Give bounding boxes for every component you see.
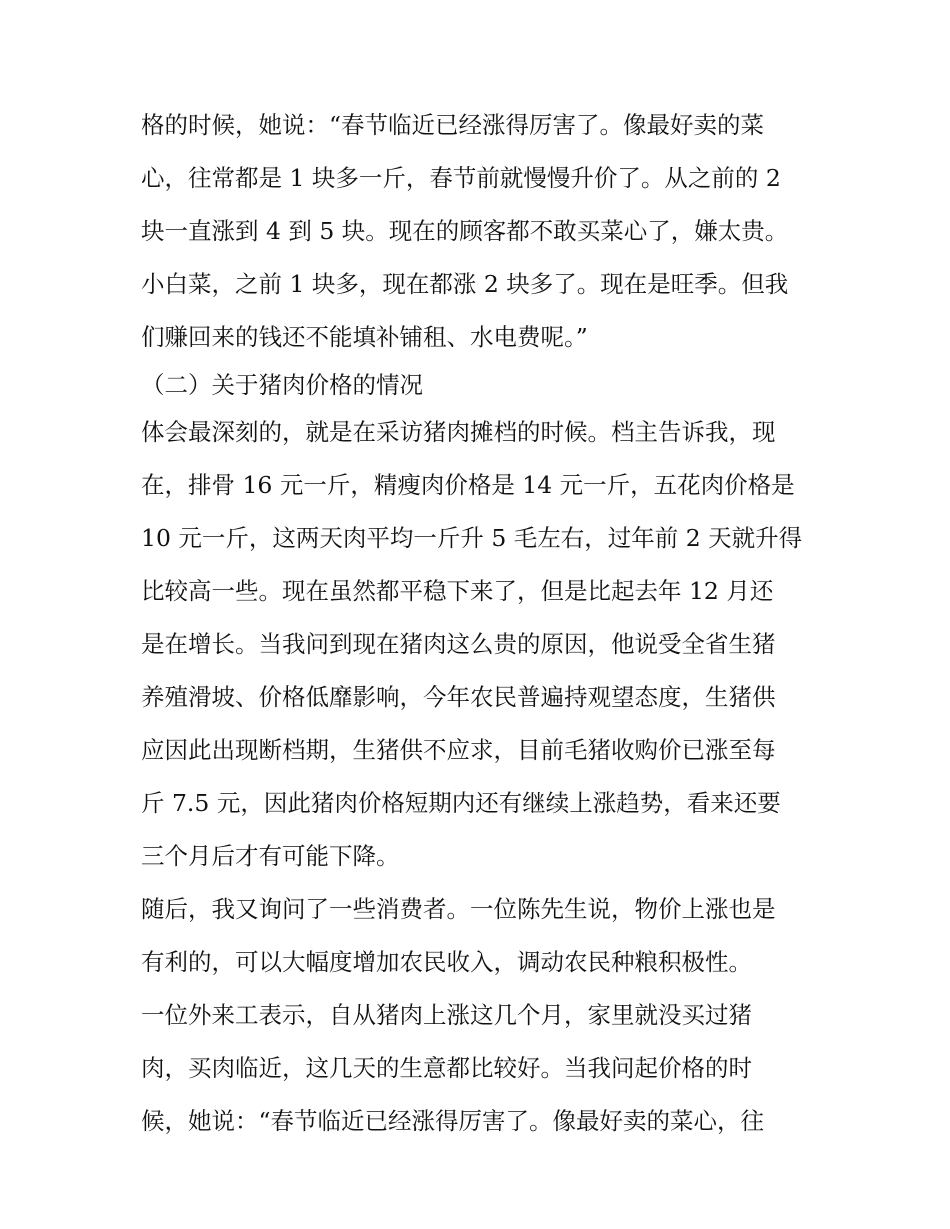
text-line: 斤 7.5 元，因此猪肉价格短期内还有继续上涨趋势，看来还要 (141, 789, 781, 817)
section-heading: （二）关于猪肉价格的情况 (141, 371, 423, 399)
text-line: 10 元一斤，这两天肉平均一斤升 5 毛左右，过年前 2 天就升得 (141, 524, 803, 552)
text-line: 随后，我又询问了一些消费者。一位陈先生说，物价上涨也是 (141, 895, 776, 923)
text-line: 块一直涨到 4 到 5 块。现在的顾客都不敢买菜心了，嫌太贵。 (141, 217, 789, 245)
text-line: 候，她说：“春节临近已经涨得厉害了。像最好卖的菜心，往 (141, 1107, 765, 1135)
text-line: 肉，买肉临近，这几天的生意都比较好。当我问起价格的时 (141, 1054, 752, 1082)
text-line: 在，排骨 16 元一斤，精瘦肉价格是 14 元一斤，五花肉价格是 (141, 471, 795, 499)
text-line: 心，往常都是 1 块多一斤，春节前就慢慢升价了。从之前的 2 (141, 164, 781, 192)
text-line: 养殖滑坡、价格低靡影响，今年农民普遍持观望态度，生猪供 (141, 683, 776, 711)
text-line: 们赚回来的钱还不能填补铺租、水电费呢。” (141, 323, 588, 351)
text-line: 有利的，可以大幅度增加农民收入，调动农民种粮积极性。 (141, 948, 752, 976)
text-line: 应因此出现断档期，生猪供不应求，目前毛猪收购价已涨至每 (141, 736, 776, 764)
text-line: 格的时候，她说：“春节临近已经涨得厉害了。像最好卖的菜 (141, 111, 765, 139)
text-line: 三个月后才有可能下降。 (141, 842, 400, 870)
text-line: 小白菜，之前 1 块多，现在都涨 2 块多了。现在是旺季。但我 (141, 270, 789, 298)
text-line: 体会最深刻的，就是在采访猪肉摊档的时候。档主告诉我，现 (141, 418, 776, 446)
text-line: 一位外来工表示，自从猪肉上涨这几个月，家里就没买过猪 (141, 1001, 752, 1029)
text-line: 是在增长。当我问到现在猪肉这么贵的原因，他说受全省生猪 (141, 630, 776, 658)
text-line: 比较高一些。现在虽然都平稳下来了，但是比起去年 12 月还 (141, 577, 774, 605)
